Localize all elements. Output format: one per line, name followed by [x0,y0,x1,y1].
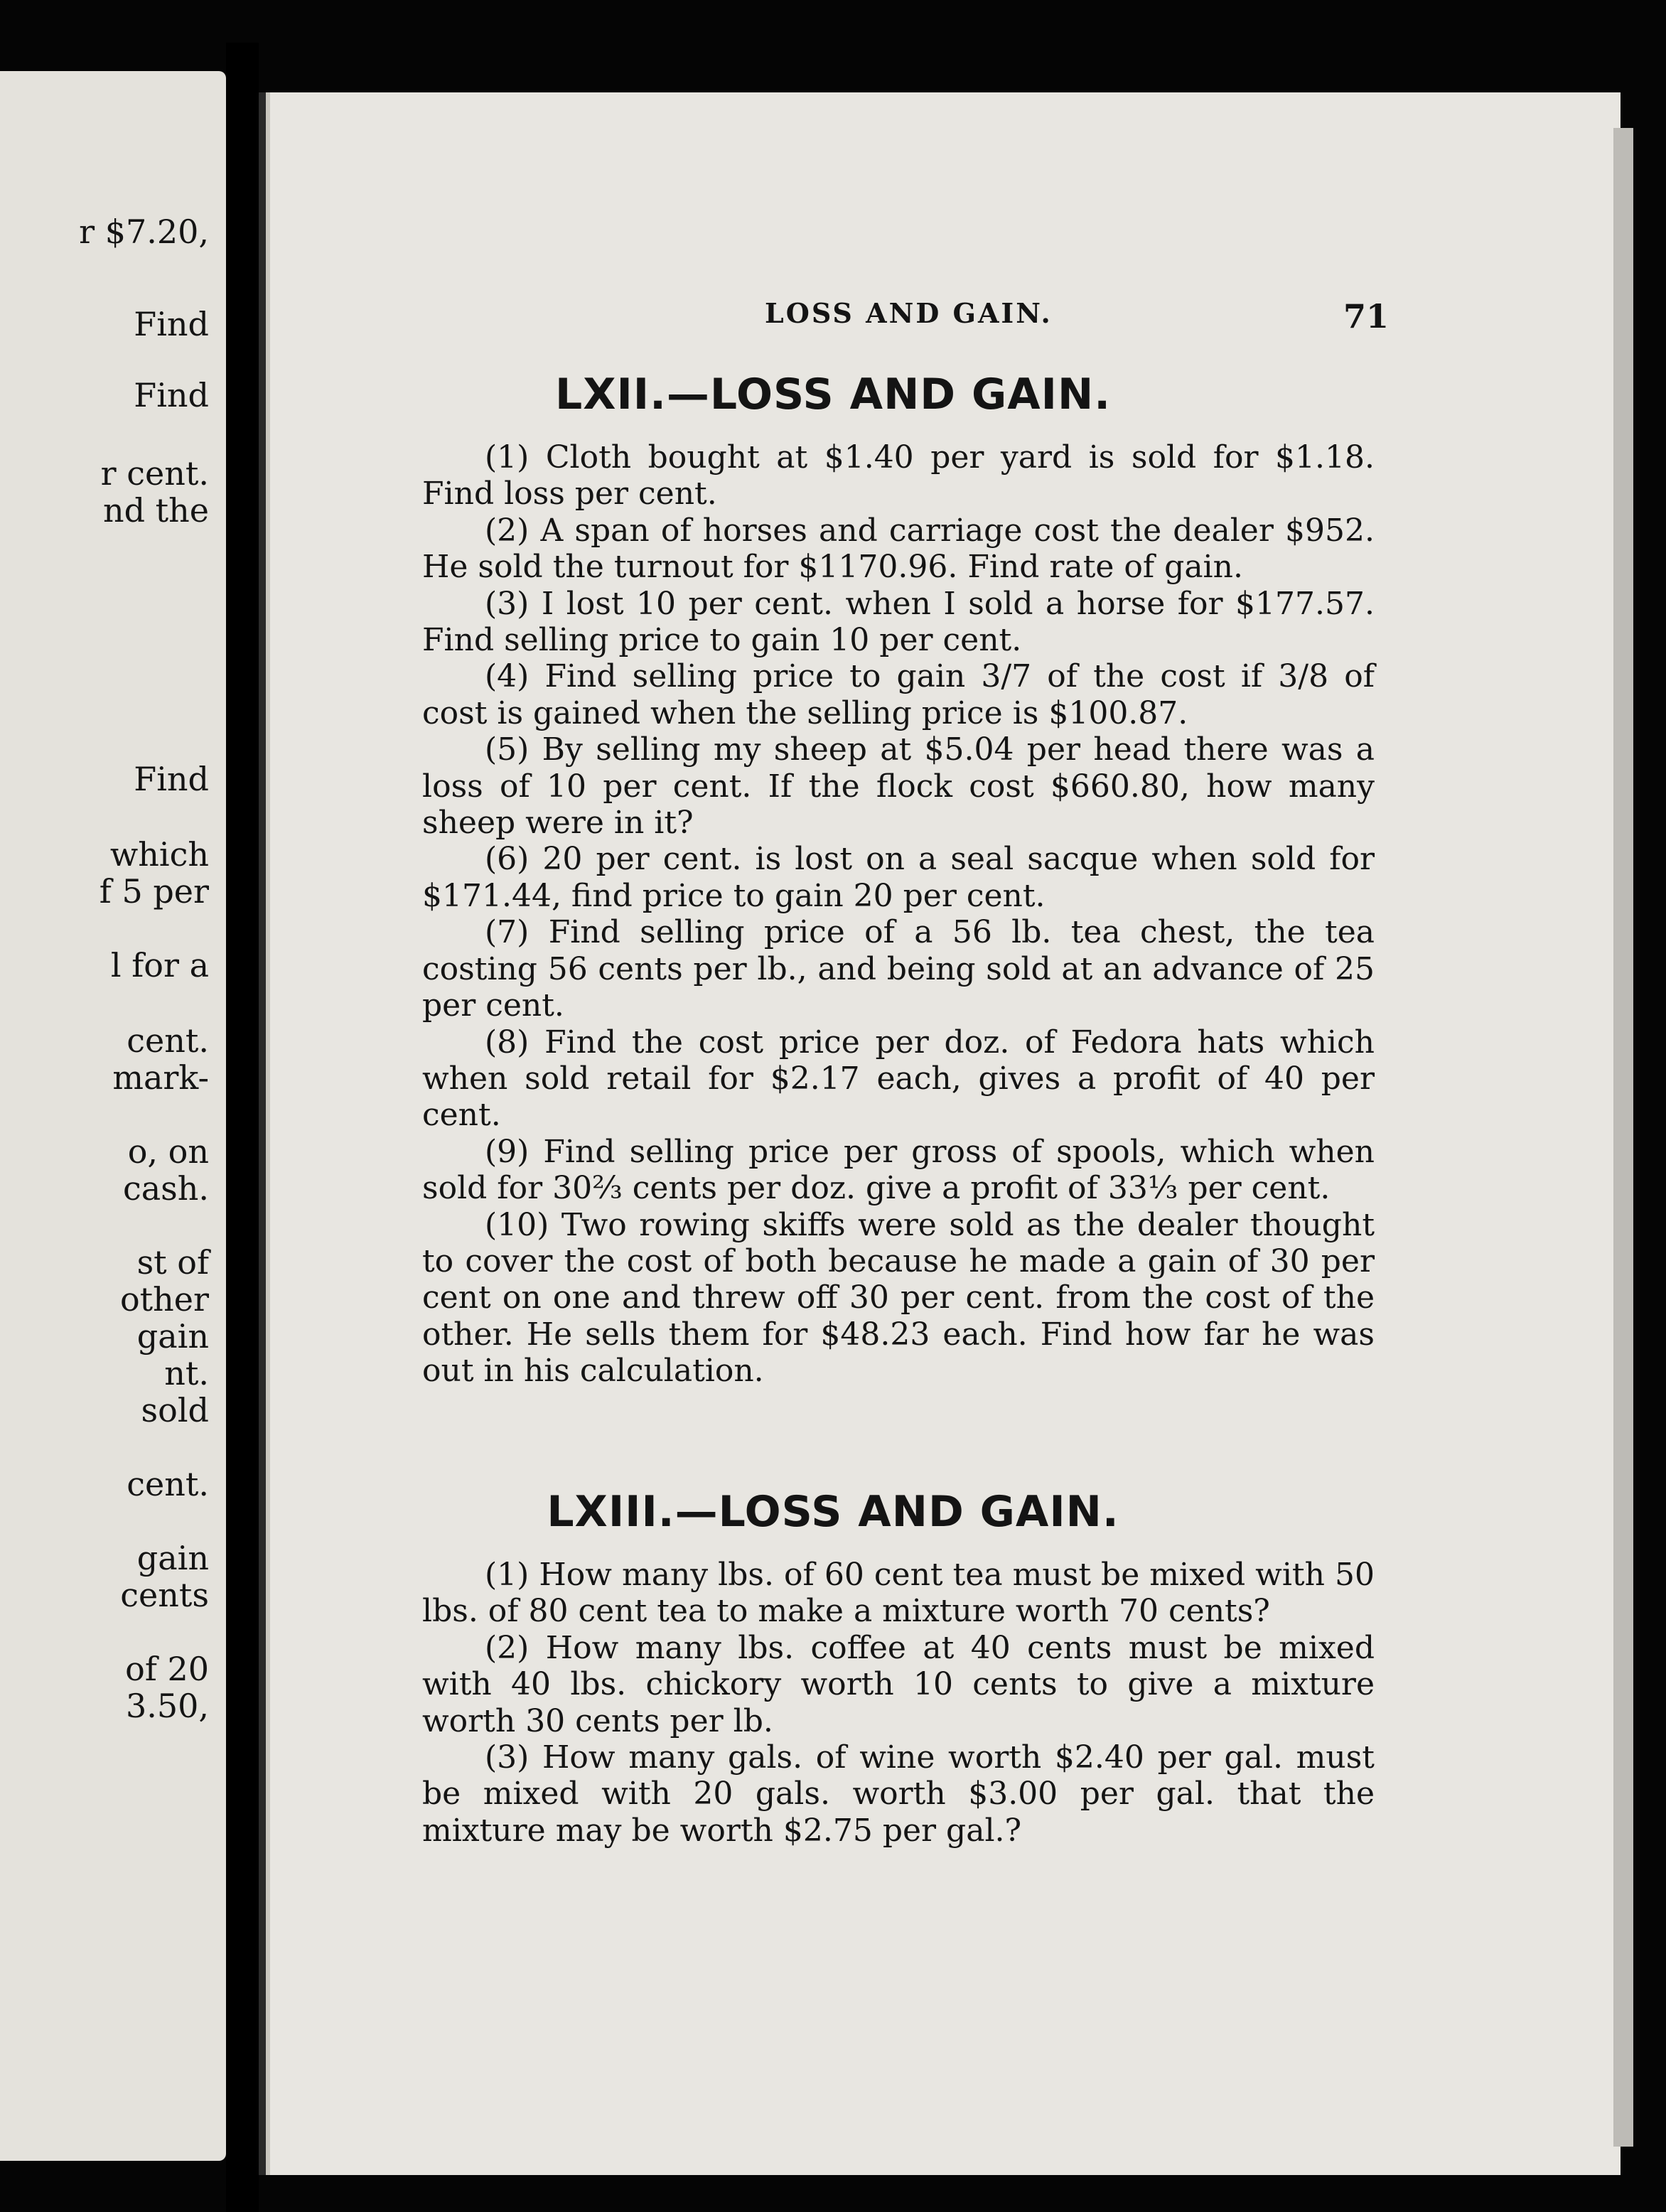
problem-label: (8) [485,1024,530,1061]
left-page-text-fragment: nd the [102,491,209,530]
problem-text: How many gals. of wine worth $2.40 per gal. must be mixed with 20 gals. worth $3.00 per gal. that the mixture may be worth $2.75 per gal.? [422,1739,1375,1849]
problem-label: (3) [485,1739,530,1776]
page-number: 71 [1343,297,1390,335]
section-title-lxiii: LXIII.—LOSS AND GAIN. [547,1487,1119,1537]
left-page-text-fragment: 3.50, [125,1687,209,1725]
left-page-text-fragment: other [119,1280,209,1319]
problem-label: (2) [485,1629,530,1666]
left-page-text-fragment: r $7.20, [79,213,209,251]
problem-item [422,1207,1375,1390]
problem-text: Find selling price to gain 3/7 of the cost if 3/8 of cost is gained when the selling price is $100.87. [422,658,1375,731]
left-page-text-fragment: o, on [127,1132,209,1171]
problem-text: Find selling price per gross of spools, which when sold for 30⅔ cents per doz. give a profit of 33⅓ per cent. [422,1133,1375,1207]
problem-text: Cloth bought at $1.40 per yard is sold for $1.18. Find loss per cent. [422,439,1375,512]
problem-text: Two rowing skiffs were sold as the dealer thought to cover the cost of both because he made a gain of 30 per cent on one and threw off 30 per cent. from the cost of the other. He sells them for $48.23 each. Find how far he was out in his calculation. [422,1206,1375,1390]
problem-item [422,841,1375,914]
left-page-text-fragment: cent. [127,1021,209,1060]
left-page-text-fragment: gain [136,1539,209,1577]
section-title-lxii: LXII.—LOSS AND GAIN. [554,370,1111,419]
problem-label: (10) [485,1206,549,1243]
problem-label: (2) [485,512,530,549]
left-page-text-fragment: gain [136,1317,209,1355]
left-page-text-fragment: Find [134,760,209,798]
problem-label: (1) [485,1557,530,1593]
problem-label: (3) [485,585,530,622]
problem-item [422,658,1375,731]
problem-item [422,586,1375,659]
problem-text: By selling my sheep at $5.04 per head there was a loss of 10 per cent. If the flock cost $660.80, how many sheep were in it? [422,731,1375,842]
problem-item [422,731,1375,841]
problem-label: (5) [485,731,530,768]
left-page-text-fragment: l for a [110,946,209,984]
problem-list-lxii [422,439,1375,1390]
left-page-text-fragment: sold [141,1391,209,1429]
left-page-text-fragment: Find [134,376,209,414]
problem-label: (6) [485,841,530,878]
left-page-text-fragment: cent. [127,1465,209,1503]
problem-item [422,439,1375,512]
left-page-text-fragment: f 5 per [99,872,209,911]
left-page-text-fragment: which [109,835,209,874]
left-page-text-fragment: st of [136,1243,209,1282]
running-head: LOSS AND GAIN. [765,297,1053,329]
problem-item [422,1630,1375,1739]
problem-item [422,1024,1375,1134]
left-page-text-fragment: of 20 [125,1650,209,1688]
problem-label: (4) [485,658,530,695]
left-page-text-fragment: mark- [112,1058,209,1097]
problem-item [422,1557,1375,1630]
problem-list-lxiii [422,1557,1375,1849]
problem-item [422,1739,1375,1849]
left-page-text-fragment: nt. [164,1354,209,1392]
problem-item [422,512,1375,586]
problem-text: Find selling price of a 56 lb. tea chest, the tea costing 56 cents per lb., and being sold at an advance of 25 per cent. [422,914,1375,1024]
problem-label: (1) [485,439,530,476]
problem-text: How many lbs. coffee at 40 cents must be mixed with 40 lbs. chickory worth 10 cents to give a mixture worth 30 cents per lb. [422,1629,1375,1739]
left-page-text-fragment: cents [120,1576,209,1614]
problem-text: Find the cost price per doz. of Fedora hats which when sold retail for $2.17 each, gives a profit of 40 per cent. [422,1024,1375,1134]
problem-text: I lost 10 per cent. when I sold a horse for $177.57. Find selling price to gain 10 per cent. [422,585,1375,659]
problem-text: 20 per cent. is lost on a seal sacque when sold for $171.44, find price to gain 20 per cent. [422,841,1375,914]
problem-label: (9) [485,1133,530,1170]
page-edge [1613,128,1633,2147]
problem-item [422,914,1375,1024]
book-gutter [226,43,259,2212]
left-page-text-fragment: Find [134,305,209,343]
problem-text: How many lbs. of 60 cent tea must be mixed with 50 lbs. of 80 cent tea to make a mixture worth 70 cents? [422,1557,1375,1630]
left-page-text-fragment: cash. [122,1169,209,1208]
left-page-text-fragment: r cent. [100,454,209,493]
problem-text: A span of horses and carriage cost the dealer $952. He sold the turnout for $1170.96. Find rate of gain. [422,512,1375,586]
problem-item [422,1134,1375,1207]
problem-label: (7) [485,914,530,951]
